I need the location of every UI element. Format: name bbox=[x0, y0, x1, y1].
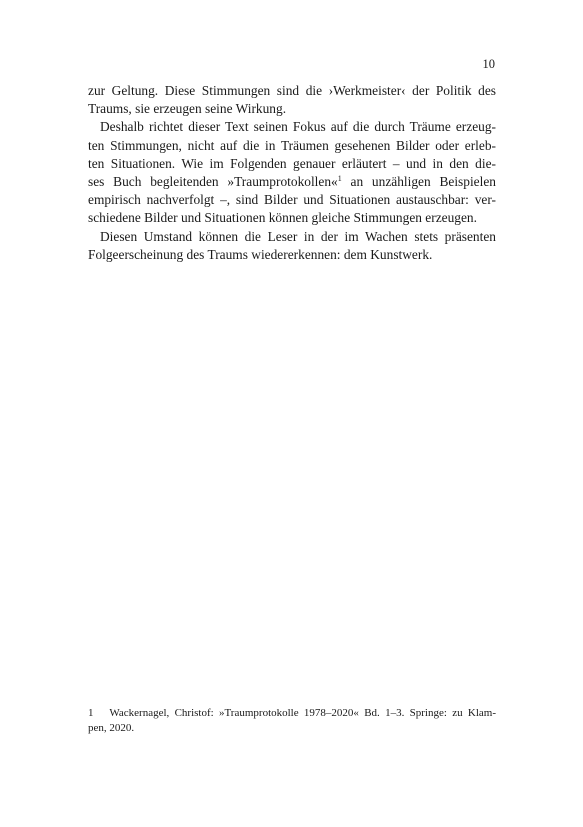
paragraph-2-line-4 bbox=[88, 173, 496, 191]
footnote-line-2: pen, 2020. bbox=[88, 722, 135, 734]
paragraph-3-line-1: Diesen Umstand können die Leser in der im Wachen stets präsenten bbox=[100, 228, 496, 244]
footnote-line-1 bbox=[88, 706, 496, 721]
paragraph-2-line-3: ten Situationen. Wie im Folgenden genauer erläutert – und in den die- bbox=[88, 155, 496, 171]
paragraph-2-line-1: Deshalb richtet dieser Text seinen Fokus auf die durch Träume erzeug- bbox=[100, 119, 496, 135]
body-text bbox=[88, 82, 496, 264]
paragraph-2-line-4-start: ses Buch begleitenden »Traumprotokollen« bbox=[88, 174, 338, 190]
paragraph-2-line-4-end: an unzähligen Beispielen bbox=[341, 174, 496, 190]
footnote-text-1: Wackernagel, Christof: »Traumprotokolle 1978–2020« Bd. 1–3. Springe: zu Klam- bbox=[109, 707, 496, 719]
paragraph-2-line-2: ten Stimmungen, nicht auf die in Träumen gesehenen Bilder oder erleb- bbox=[88, 137, 496, 153]
page-number: 10 bbox=[482, 57, 495, 71]
paragraph-3-line-2: Folgeerscheinung des Traums wiedererkennen: dem Kunstwerk. bbox=[88, 246, 433, 262]
paragraph-2-line-5: empirisch nachverfolgt –, sind Bilder und Situationen austauschbar: ver- bbox=[88, 192, 496, 208]
paragraph-1-line-1: zur Geltung. Diese Stimmungen sind die ›Werkmeister‹ der Politik des bbox=[88, 83, 496, 98]
paragraph-2-line-6: schiedene Bilder und Situationen können gleiche Stimmungen erzeugen. bbox=[88, 210, 477, 226]
paragraph-1-line-2: Traums, sie erzeugen seine Wirkung. bbox=[88, 101, 287, 117]
footnote-marker: 1 bbox=[88, 707, 94, 719]
footnote-reference[interactable]: 1 bbox=[337, 174, 342, 184]
footnote bbox=[88, 706, 496, 736]
